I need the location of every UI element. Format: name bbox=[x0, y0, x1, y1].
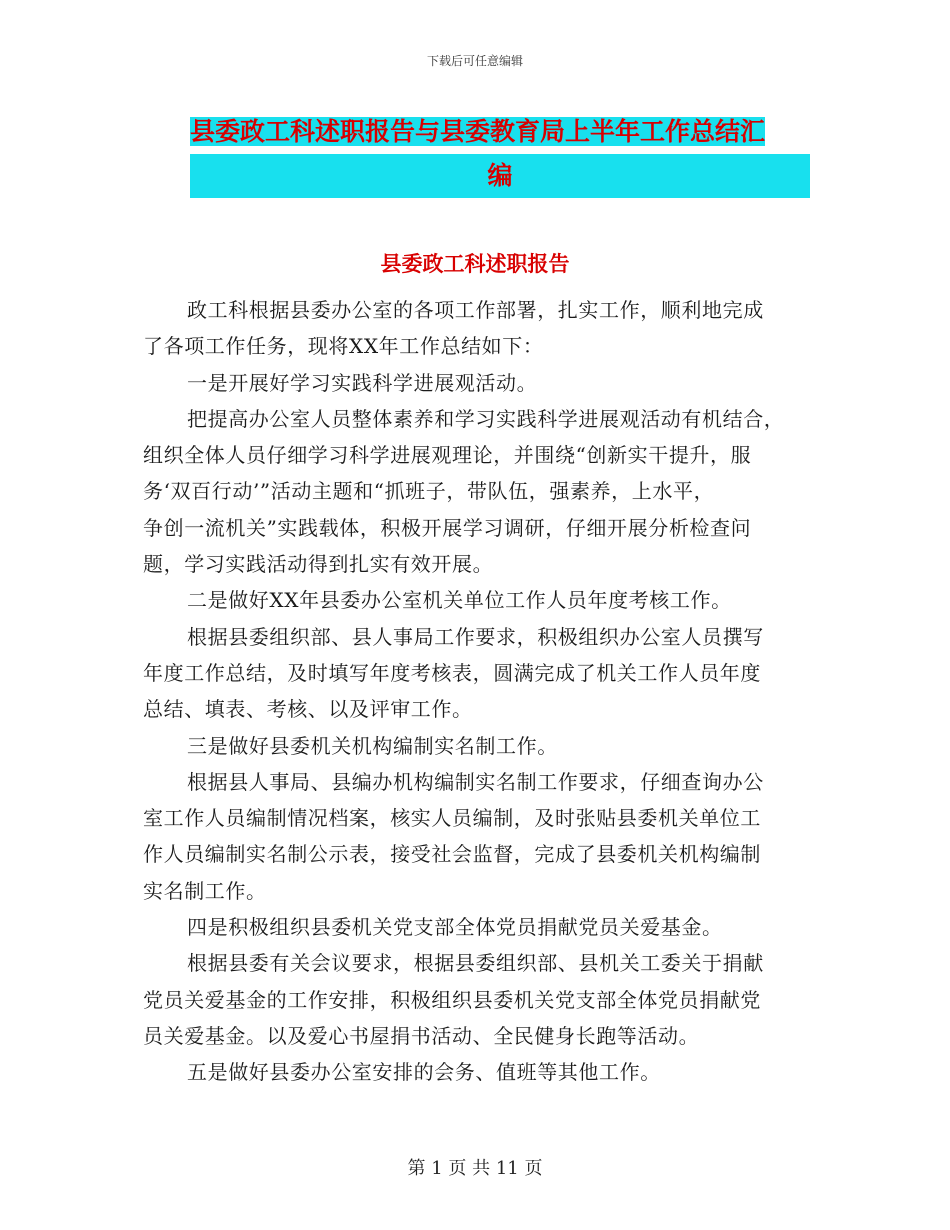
text-line: 员关爱基金。以及爱心书屋捐书活动、全民健身长跑等活动。 bbox=[143, 1023, 700, 1048]
text-line: 了各项工作任务，现将XX年工作总结如下： bbox=[143, 334, 544, 359]
text-line: 把提高办公室人员整体素养和学习实践科学进展观活动有机结合， bbox=[187, 406, 785, 431]
text-line: 务‘双百行动’”活动主题和“抓班子，带队伍，强素养，上水平， bbox=[143, 479, 715, 504]
text-line: 实名制工作。 bbox=[143, 878, 267, 903]
text-line: 五是做好县委办公室安排的会务、值班等其他工作。 bbox=[187, 1060, 661, 1085]
text-line: 总结、填表、考核、以及评审工作。 bbox=[143, 697, 473, 722]
text-line: 一是开展好学习实践科学进展观活动。 bbox=[187, 370, 538, 395]
text-line: 二是做好XX年县委办公室机关单位工作人员年度考核工作。 bbox=[187, 588, 732, 613]
text-line: 组织全体人员仔细学习科学进展观理论，并围绕“创新实干提升，服 bbox=[143, 443, 752, 468]
text-line: 根据县委有关会议要求，根据县委组织部、县机关工委关于捐献 bbox=[187, 951, 764, 976]
document-title-line-2: 编 bbox=[487, 161, 513, 190]
section-title: 县委政工科述职报告 bbox=[380, 251, 570, 276]
text-line: 三是做好县委机关机构编制实名制工作。 bbox=[187, 733, 558, 758]
text-line: 争创一流机关”实践载体，积极开展学习调研，仔细开展分析检查问 bbox=[143, 515, 752, 540]
paragraph bbox=[143, 945, 808, 1054]
paragraph bbox=[143, 292, 808, 365]
paragraph bbox=[143, 1054, 808, 1090]
text-line: 根据县委组织部、县人事局工作要求，积极组织办公室人员撰写 bbox=[187, 624, 764, 649]
page-footer: 第 1 页 共 11 页 bbox=[407, 1158, 543, 1179]
header-note: 下载后可任意编辑 bbox=[426, 54, 523, 68]
text-line: 四是积极组织县委机关党支部全体党员捐献党员关爱基金。 bbox=[187, 915, 723, 940]
text-line: 年度工作总结，及时填写年度考核表，圆满完成了机关工作人员年度 bbox=[143, 660, 761, 685]
paragraph bbox=[143, 764, 808, 909]
text-line: 室工作人员编制情况档案，核实人员编制，及时张贴县委机关单位工 bbox=[143, 806, 761, 831]
paragraph bbox=[143, 365, 808, 401]
text-line: 政工科根据县委办公室的各项工作部署，扎实工作，顺利地完成 bbox=[187, 298, 764, 322]
document-title-line-1: 县委政工科述职报告与县委教育局上半年工作总结汇 bbox=[190, 117, 766, 146]
paragraph bbox=[143, 728, 808, 764]
text-line: 根据县人事局、县编办机构编制实名制工作要求，仔细查询办公 bbox=[187, 769, 764, 794]
body-text bbox=[143, 292, 808, 1091]
paragraph bbox=[143, 582, 808, 618]
text-line: 题，学习实践活动得到扎实有效开展。 bbox=[143, 552, 494, 577]
document-title bbox=[190, 110, 810, 198]
paragraph bbox=[143, 619, 808, 728]
text-line: 党员关爱基金的工作安排，积极组织县委机关党支部全体党员捐献党 bbox=[143, 987, 761, 1012]
text-line: 作人员编制实名制公示表，接受社会监督，完成了县委机关机构编制 bbox=[143, 842, 761, 867]
paragraph bbox=[143, 909, 808, 945]
paragraph bbox=[143, 401, 808, 582]
